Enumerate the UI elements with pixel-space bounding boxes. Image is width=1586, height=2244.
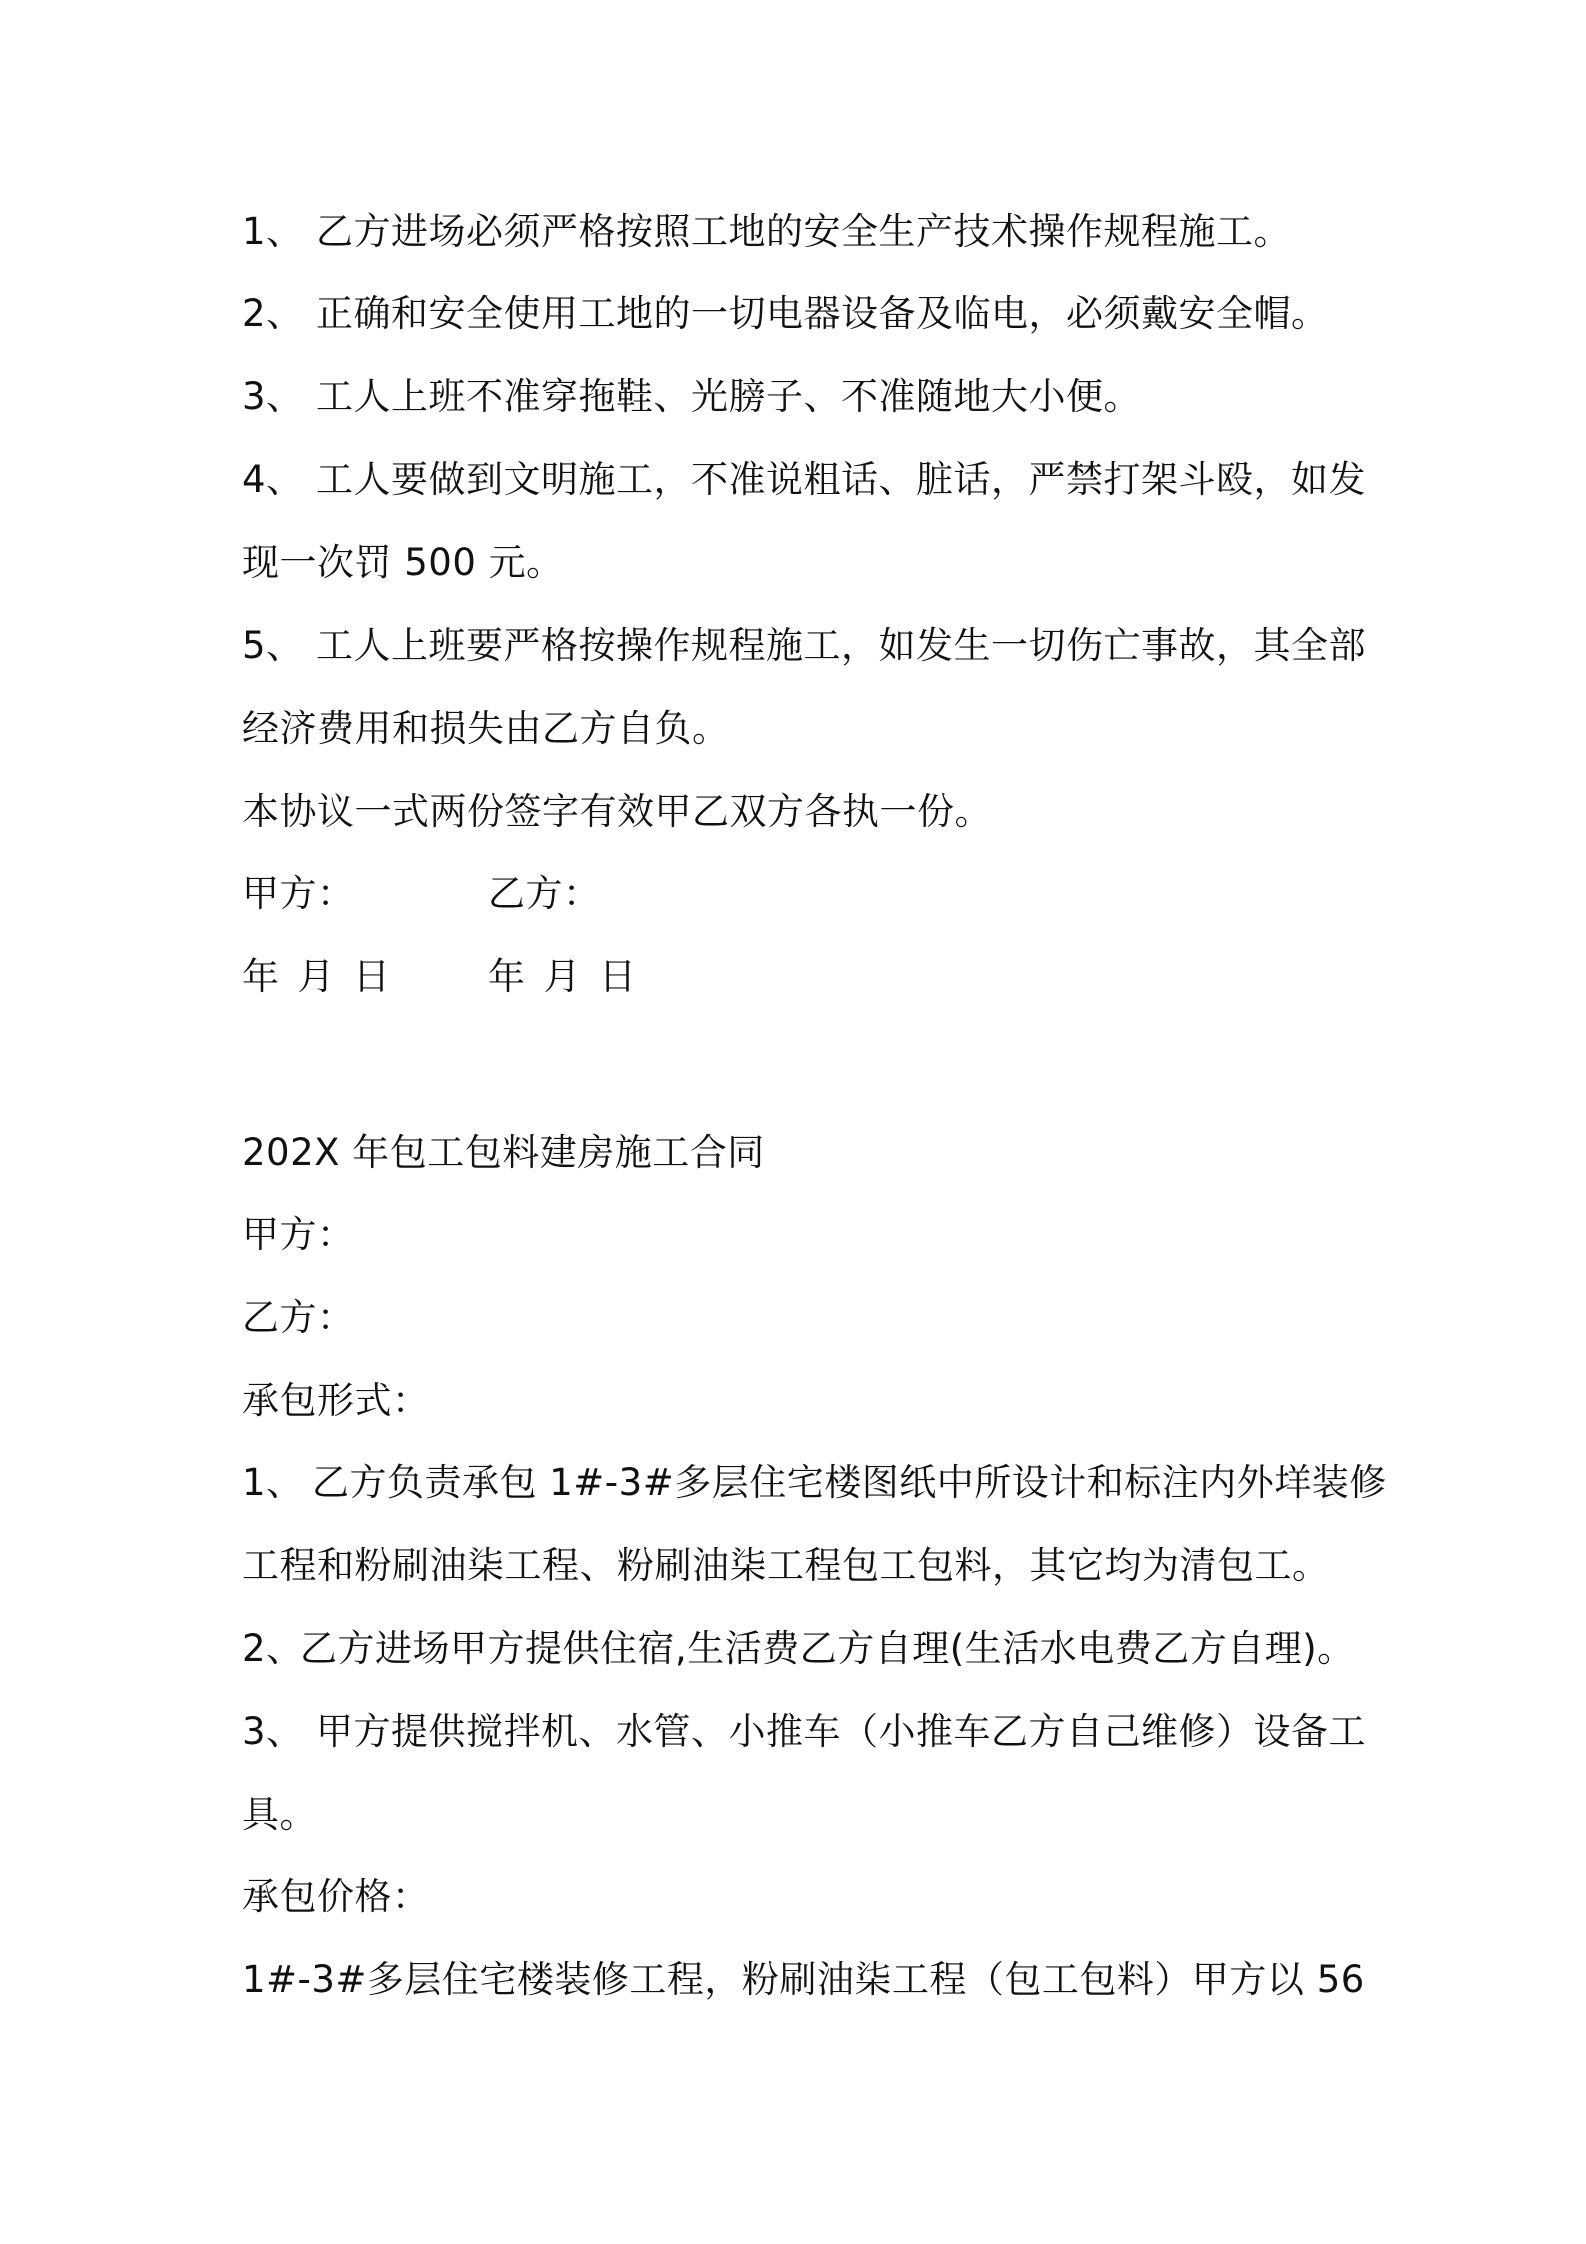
- date-b-month: 月: [543, 955, 581, 998]
- contract-party-a: 甲方：: [242, 1213, 355, 1256]
- rule-item-2: [242, 290, 1329, 338]
- date-a-month: 月: [297, 955, 335, 998]
- rule-text: 正确和安全使用工地的一切电器设备及临电，必须戴安全帽。: [316, 292, 1329, 335]
- rule-item-4-continued: 现一次罚 500 元。: [242, 541, 564, 584]
- contract-form-item-2: [242, 1625, 1355, 1673]
- rule-item-5-continued: 经济费用和损失由乙方自负。: [242, 707, 730, 750]
- form-number: 2、: [242, 1627, 304, 1670]
- closing-statement: 本协议一式两份签字有效甲乙双方各执一份。: [242, 790, 992, 833]
- form-number: 1、: [242, 1461, 304, 1504]
- date-a-day: 日: [353, 955, 391, 998]
- contract-form-heading: 承包形式：: [242, 1379, 430, 1422]
- date-b: [488, 953, 655, 1001]
- form-text: 甲方提供搅拌机、水管、小推车（小推车乙方自己维修）设备工: [316, 1710, 1366, 1753]
- contract-form-item-1-continued: 工程和粉刷油柒工程、粉刷油柒工程包工包料，其它均为清包工。: [242, 1544, 1330, 1587]
- contract-form-item-3: [242, 1708, 1366, 1756]
- rule-item-3: [242, 373, 1141, 421]
- form-number: 3、: [242, 1710, 304, 1753]
- contract-form-item-3-continued: 具。: [242, 1793, 317, 1836]
- form-text: 乙方进场甲方提供住宿,生活费乙方自理(生活水电费乙方自理)。: [300, 1627, 1355, 1670]
- date-b-year: 年: [488, 955, 526, 998]
- rule-text: 工人要做到文明施工，不准说粗话、脏话，严禁打架斗殴，如发: [316, 458, 1366, 501]
- contract-price-text: 1#-3#多层住宅楼装修工程，粉刷油柒工程（包工包料）甲方以 56: [242, 1958, 1365, 2001]
- form-text: 乙方负责承包 1#-3#多层住宅楼图纸中所设计和标注内外垟装修: [312, 1461, 1387, 1504]
- contract-price-heading: 承包价格：: [242, 1875, 430, 1918]
- date-a-year: 年: [242, 955, 280, 998]
- rule-number: 1、: [242, 210, 304, 253]
- contract-form-item-1: [242, 1459, 1387, 1507]
- rule-number: 2、: [242, 292, 304, 335]
- contract-title: 202X 年包工包料建房施工合同: [242, 1131, 765, 1174]
- rule-item-5: [242, 622, 1366, 670]
- date-b-day: 日: [599, 955, 637, 998]
- rule-text: 工人上班不准穿拖鞋、光膀子、不准随地大小便。: [316, 375, 1141, 418]
- rule-item-1: [242, 208, 1291, 256]
- party-a-signature-label: 甲方：: [242, 872, 355, 915]
- rule-text: 乙方进场必须严格按照工地的安全生产技术操作规程施工。: [316, 210, 1291, 253]
- rule-number: 3、: [242, 375, 304, 418]
- rule-number: 5、: [242, 624, 304, 667]
- date-row: [242, 953, 637, 1001]
- party-b-signature-label: 乙方：: [488, 872, 601, 915]
- rule-item-4: [242, 456, 1366, 504]
- rule-text: 工人上班要严格按操作规程施工，如发生一切伤亡事故，其全部: [316, 624, 1366, 667]
- rule-number: 4、: [242, 458, 304, 501]
- contract-party-b: 乙方：: [242, 1296, 355, 1339]
- signature-row: [242, 870, 601, 918]
